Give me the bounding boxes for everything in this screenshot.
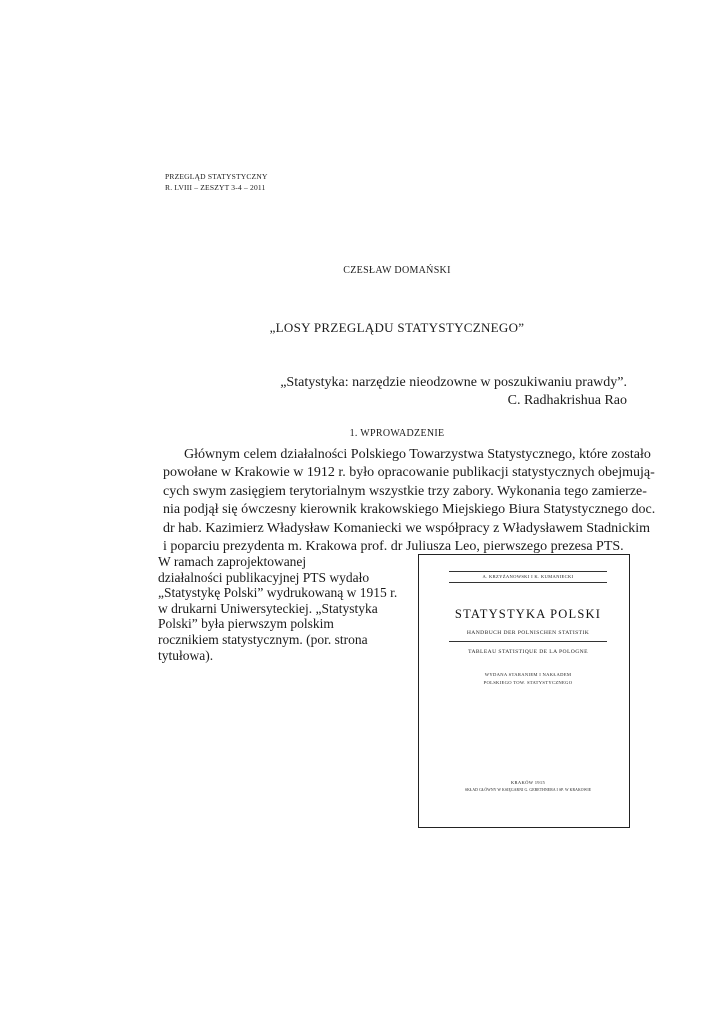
epigraph-quote: „Statystyka: narzędzie nieodzowne w poszukiwaniu prawdy”. xyxy=(280,375,627,390)
journal-header xyxy=(165,172,268,193)
journal-name: PRZEGLĄD STATYSTYCZNY xyxy=(165,172,268,181)
side-caption-line: rocznikiem statystycznym. (por. strona xyxy=(158,631,368,647)
paragraph-line: nia podjął się ówczesny kierownik krakowskiego Miejskiego Biura Statystycznego doc. xyxy=(163,502,656,518)
figure-french-subtitle: TABLEAU STATISTIQUE DE LA POLOGNE xyxy=(468,649,588,655)
side-caption-line: działalności publikacyjnej PTS wydało xyxy=(158,569,370,585)
divider xyxy=(449,571,607,572)
figure-publisher-line: WYDANA STARANIEM I NAKŁADEM xyxy=(484,672,572,677)
figure-imprint-line: KRAKÓW 1915 xyxy=(510,780,546,785)
section-heading: 1. WPROWADZENIE xyxy=(349,428,445,439)
epigraph xyxy=(227,374,627,410)
paragraph-line: i poparciu prezydenta m. Krakowa prof. dr Juliusza Leo, pierwszego prezesa PTS. xyxy=(163,539,624,555)
journal-volume: R. LVIII – ZESZYT 3-4 – 2011 xyxy=(165,182,266,192)
divider xyxy=(449,641,607,642)
figure-authors: A. KRZYŻANOWSKI I K. KUMANIECKI xyxy=(482,574,574,579)
side-caption-line: w drukarni Uniwersyteckiej. „Statystyka xyxy=(158,600,378,616)
figure-german-subtitle: HANDBUCH DER POLNISCHEN STATISTIK xyxy=(466,630,590,636)
article-title: „LOSY PRZEGLĄDU STATYSTYCZNEGO” xyxy=(269,320,525,335)
figure-main-title: STATYSTYKA POLSKI xyxy=(454,607,602,621)
paragraph-line: cych swym zasięgiem terytorialnym wszystkie trzy zabory. Wykonania tego zamierze- xyxy=(163,483,647,499)
side-caption xyxy=(158,554,408,663)
side-caption-line: „Statystykę Polski” wydrukowaną w 1915 r. xyxy=(158,585,398,601)
intro-paragraph xyxy=(163,446,656,556)
paragraph-line: dr hab. Kazimierz Władysław Komaniecki we współpracy z Władysławem Stadnickim xyxy=(163,520,650,536)
figure-publisher-line: POLSKIEGO TOW. STATYSTYCZNEGO xyxy=(483,680,573,685)
author-name: CZESŁAW DOMAŃSKI xyxy=(343,265,451,276)
divider xyxy=(449,582,607,583)
paragraph-line: Głównym celem działalności Polskiego Towarzystwa Statystycznego, które zostało xyxy=(184,447,651,462)
side-caption-line: Polski” była pierwszym polskim xyxy=(158,616,334,632)
figure-imprint-line: SKŁAD GŁÓWNY W KSIĘGARNI G. GEBETHNERA I SP. W KRAKOWIE xyxy=(464,788,592,792)
title-page-figure xyxy=(418,554,630,828)
epigraph-attribution: C. Radhakrishua Rao xyxy=(507,393,627,408)
side-caption-line: tytułowa). xyxy=(158,647,214,663)
side-caption-line: W ramach zaprojektowanej xyxy=(158,554,307,569)
paragraph-line: powołane w Krakowie w 1912 r. było opracowanie publikacji statystycznych obejmują- xyxy=(163,465,655,481)
